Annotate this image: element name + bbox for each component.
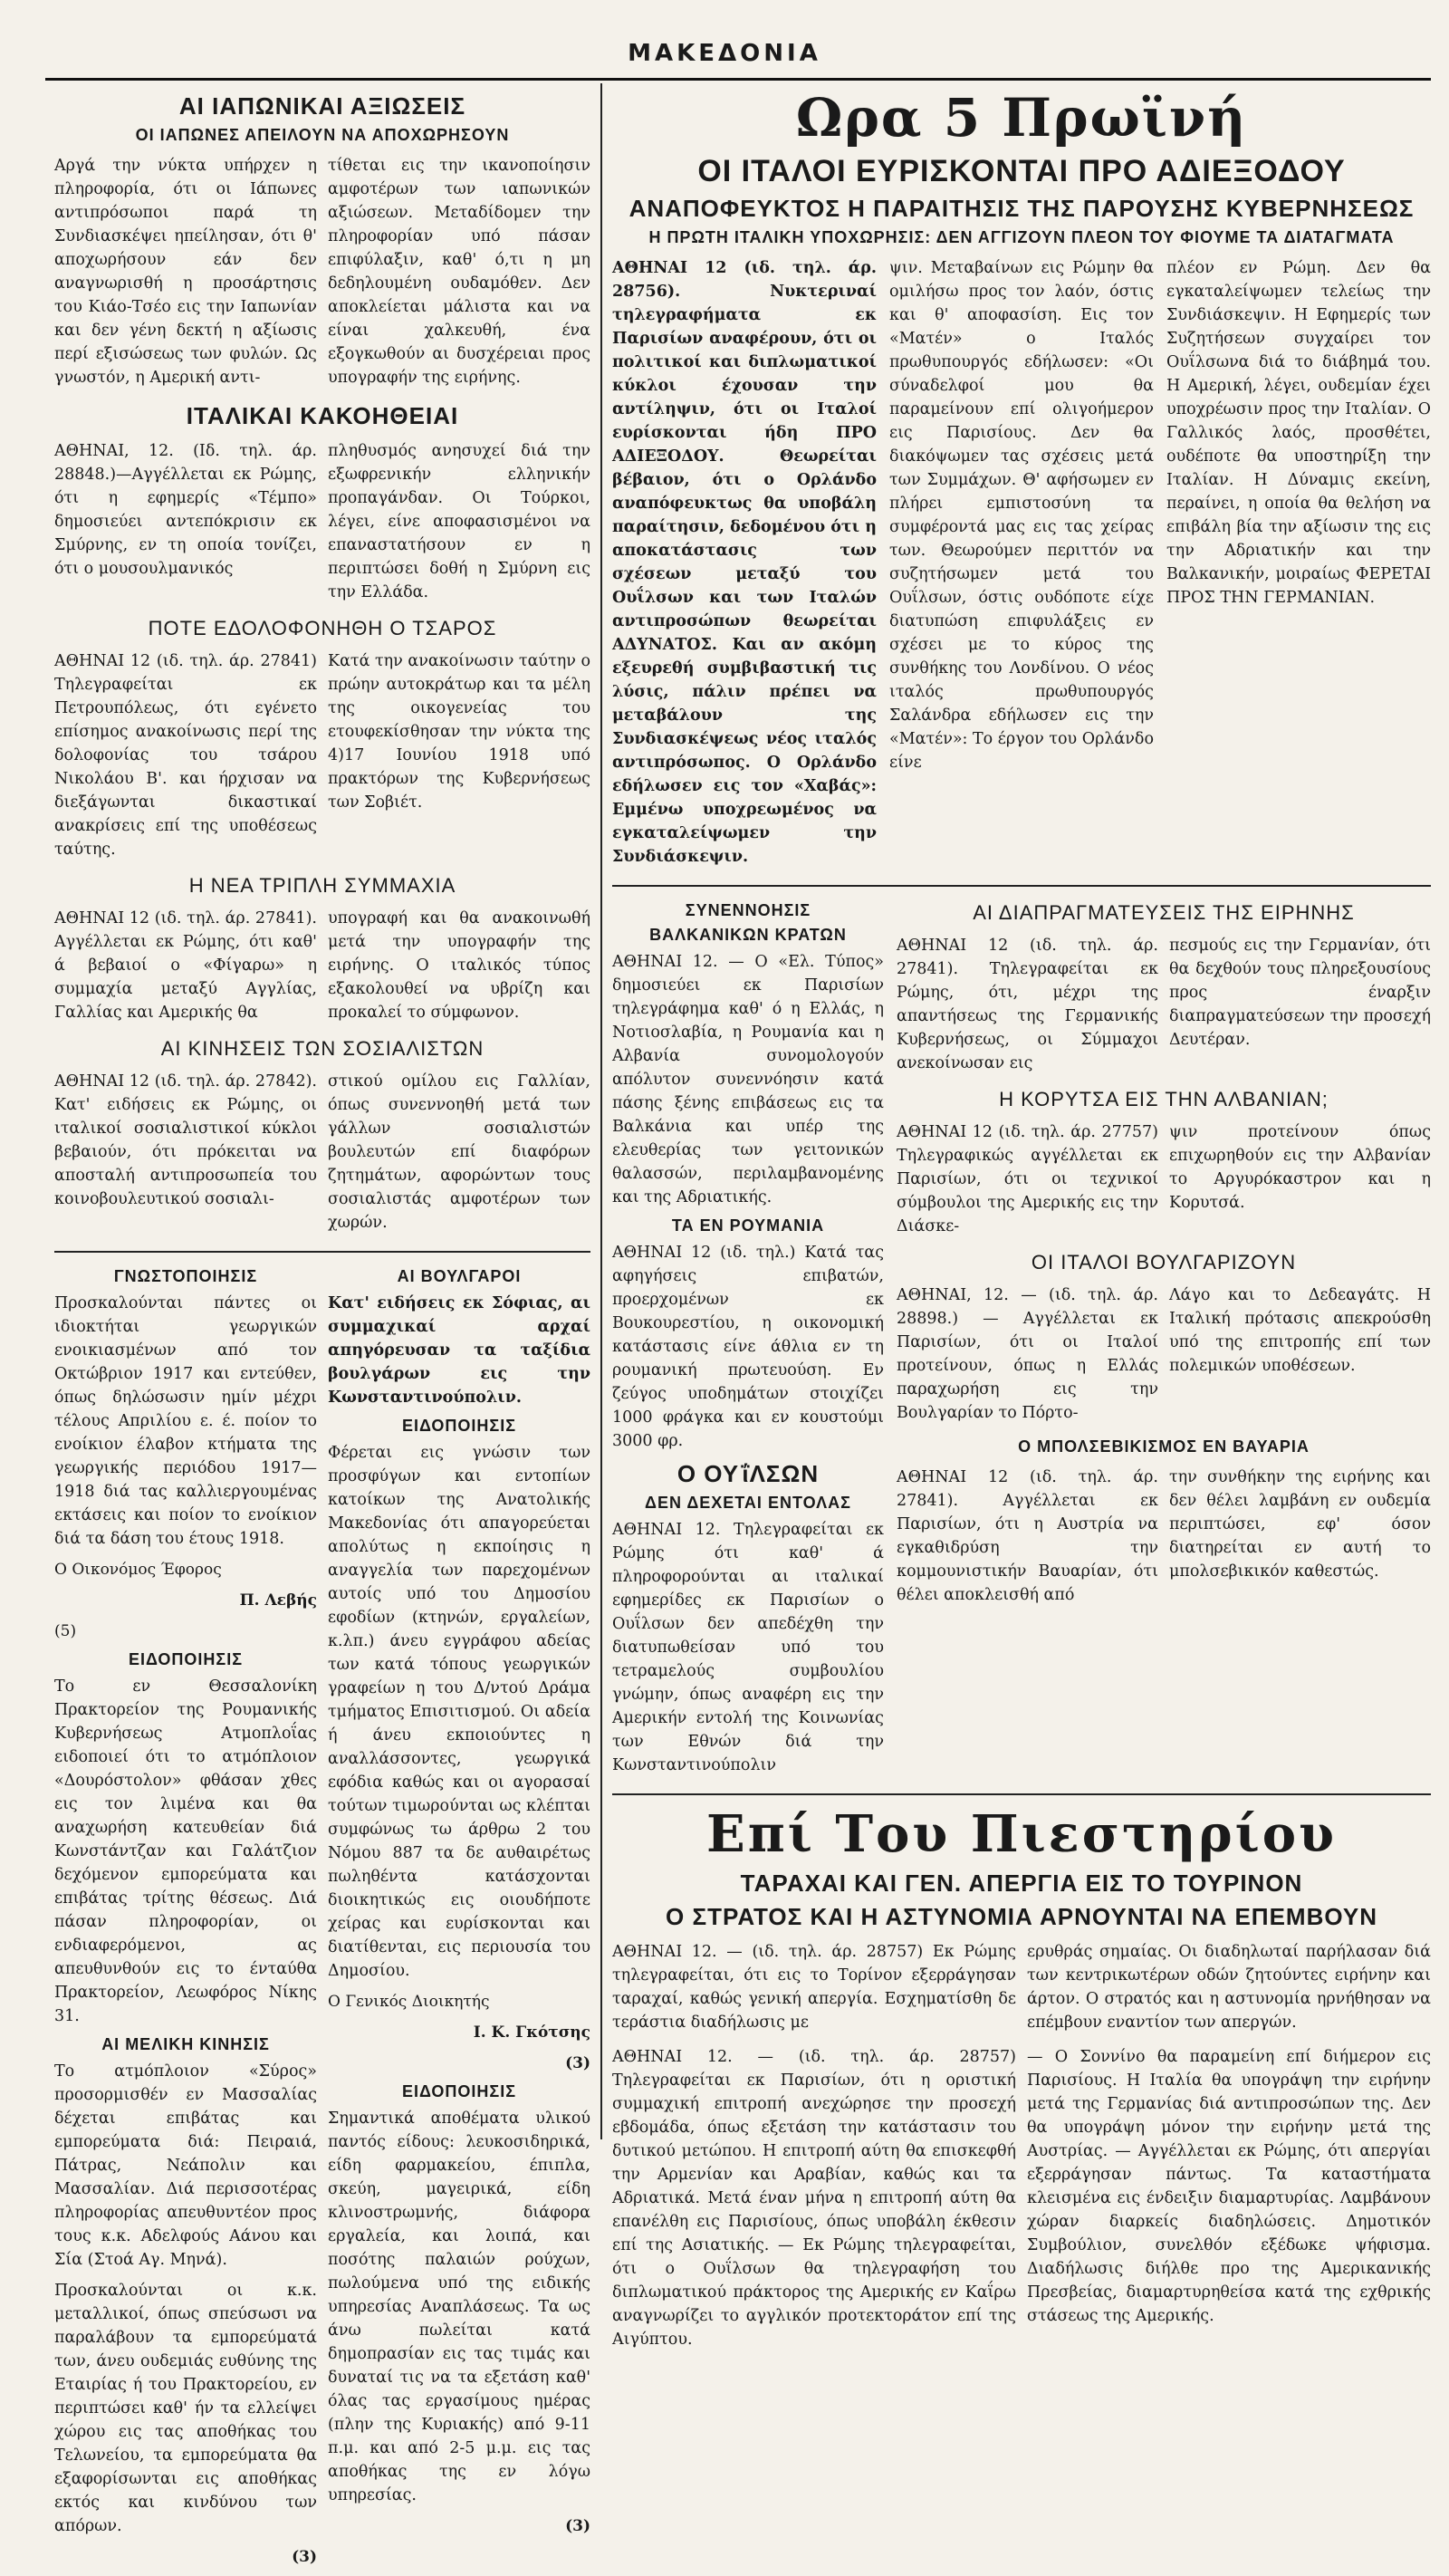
notice-refugees-signer: Ι. Κ. Γκότσης	[473, 2023, 590, 2042]
headline-balkan-understanding: ΣΥΝΕΝΝΟΗΣΙΣ	[685, 901, 811, 919]
lower-news-right-column	[897, 896, 1431, 1784]
banner-on-the-press: Επί Του Πιεστηρίου	[706, 1804, 1337, 1864]
column-divider	[600, 83, 602, 2139]
article-peace-col2: πεσμούς εις την Γερμανίαν, ότι θα δεχθούν τους πληρεξουσίους προς έναρξιν διαπραγματεύσεων την προσεχή Δευτέραν.	[1169, 937, 1431, 1049]
main-deck: Η ΠΡΩΤΗ ΙΤΑΛΙΚΗ ΥΠΟΧΩΡΗΣΙΣ: ΔΕΝ ΑΓΓΙΖΟΥΝ ΠΛΕΟΝ ΤΟΥ ΦΙΟΥΜΕ ΤΑ ΔΙΑΤΑΓΜΑΤΑ	[648, 228, 1395, 246]
headline-korytsa: Η ΚΟΡΥΤΣΑ ΕΙΣ ΤΗΝ ΑΛΒΑΝΙΑΝ;	[999, 1088, 1329, 1110]
lower-news	[612, 896, 1431, 1784]
main-subheadline: ΑΝΑΠΟΦΕΥΚΤΟΣ Η ΠΑΡΑΙΤΗΣΙΣ ΤΗΣ ΠΑΡΟΥΣΗΣ ΚΥΒΕΡΝΗΣΕΩΣ	[629, 195, 1415, 222]
article-romania: ΑΘΗΝΑΙ 12 (ιδ. τηλ.) Κατά τας αφηγήσεις επιβατών, προερχομένων εκ Βουκουρεστίου, η οικονομική κατάστασις είνε άθλια εν τη ρουμανική πρωτευούση. Εν ζεύγος υποδημάτων στοιχίζει 1000 φράγκα και εν κουστούμι 3000 φρ.	[612, 1244, 884, 1450]
notices-right-column	[328, 1262, 590, 2576]
left-half	[54, 87, 590, 2566]
headline-bavaria: Ο ΜΠΟΛΣΕΒΙΚΙΣΜΟΣ ΕΝ ΒΑΥΑΡΙΑ	[1018, 1437, 1310, 1456]
article-korytsa-col2: ψιν προτείνουν όπως επιχωρηθούν εις την Αλβανίαν το Αργυρόκαστρον και η Κορυτσά.	[1169, 1123, 1431, 1212]
article-triple-alliance-col2: υπογραφή και θα ανακοινωθή μετά την υπογραφήν της ειρήνης. Ο ιταλικός τύπος εξακολουθεί να υβρίζη και προκαλεί το σύμφωνον.	[328, 909, 590, 1022]
notice-shipping-text: Το εν Θεσσαλονίκη Πρακτορείον της Ρουμανικής Κυβερνήσεως Ατμοπλοΐας ειδοποιεί ότι το ατμόπλοιον «Δουρόστολον» φθάσαν χθες εις τον λιμένα και θα αναχωρήση κατευθείαν διά Κωνστάντζαν και Γαλάτζιον δεχόμενον εμπορεύματα και επιβάτας τρίτης θέσεως. Διά πάσαν πληροφορίαν, οι ενδιαφερόμενοι, ας απευθυνθούν εις το ένταύθα Πρακτορείον, Λεωφόρος Νίκης 31.	[54, 1677, 317, 2025]
article-bavaria	[897, 1462, 1431, 1614]
article-triple-alliance	[54, 903, 590, 1032]
article-italian-malice	[54, 436, 590, 611]
notice-materials-text: Σημαντικά αποθέματα υλικού παντός είδους: λευκοσιδηρικά, είδη φαρμακείου, έπιπλα, σκεύη, μαγειρικά, είδη κλινοστρωμνής, διάφορα εργαλεία, και λοιπά, και ποσότης παλαιών ρούχων, πωλούμενα υπό της ειδικής υπηρεσίας Αναπλάσεως. Τα ως άνω πωλείται κατά δημοπρασίαν εις τας τιμάς και δυναταί τις να τα εξετάση καθ' όλας τας εργασίμους ημέρας (πλην της Κυριακής) από 9-11 π.μ. και από 2-5 μ.μ. εις τας αποθήκας της εν λόγω υπηρεσίας.	[328, 2110, 590, 2504]
article-bavaria-col1: ΑΘΗΝΑΙ 12 (ιδ. τηλ. άρ. 27841). Αγγέλλεται εκ Παρισίων, ότι η Αυστρία να εγκαθιδρύση την κομμουνιστικήν Βαυαρίαν, ότι θέλει αποκλεισθή από	[897, 1468, 1158, 1604]
article-japanese	[54, 150, 590, 397]
notice-title-shipping: ΕΙΔΟΠΟΙΗΣΙΣ	[128, 1650, 244, 1668]
article-wilson: ΑΘΗΝΑΙ 12. Τηλεγραφείται εκ Ρώμης ότι καθ' ά πληροφορούνται αι ιταλικαί εφημερίδες εκ Παρισίων ο Ουΐλσων δεν απεδέχθη την διατυπωθείσαν υπό του τετραμελούς συμβουλίου γνώμην, όπως αναφέρη εις την Αμερικήν εντολή της Κοινωνίας των Εθνών διά την Κωνσταντινούπολιν	[612, 1521, 884, 1774]
notice-title-refugees: ΕΙΔΟΠΟΙΗΣΙΣ	[401, 1417, 517, 1435]
main-headline: ΟΙ ΙΤΑΛΟΙ ΕΥΡΙΣΚΟΝΤΑΙ ΠΡΟ ΑΔΙΕΞΟΔΟΥ	[697, 154, 1346, 188]
main-article-col3: πλέον εν Ρώμη. Δεν θα εγκαταλείψωμεν τελείως την Συνδιάσκεψιν. Η Εφημερίς των Συζητήσεων συγχαίρει τον Ουΐλσωνα διά το διάβημά του. Η Αμερική, λέγει, ουδεμίαν έχει υποχρέωσιν προς την Ιταλίαν. Ο Γαλλικός λαός, προσθέτει, ουδέποτε θα υποστηρίξη την Ιταλίαν. Η Δύναμις εκείνη, περαίνει, η οποία θα θελήση να επιβάλη βία την αξίωσιν της εις την Αδριατικήν και την Βαλκανικήν, μοιραίως ΦΕΡΕΤΑΙ ΠΡΟΣ ΤΗΝ ΓΕΡΜΑΝΙΑΝ.	[1166, 259, 1431, 607]
article-socialists-col2: στικού ομίλου εις Γαλλίαν, όπως συνεννοηθή μετά των γάλλων σοσιαλιστών βουλευτών επί διαφόρων ζητημάτων, αφορώντων τους σοσιαλιστάς αμφοτέρων των χωρών.	[328, 1072, 590, 1232]
article-italians-bulgarize-col1: ΑΘΗΝΑΙ, 12. — (ιδ. τηλ. άρ. 28898.) — Αγγέλλεται εκ Παρισίων, ότι οι Ιταλοί προτείνουν, όπως η Ελλάς παραχωρήση εις την Βουλγαρίαν το Πόρτο-	[897, 1286, 1158, 1422]
notice-title-announcement: ΓΝΩΣΤΟΠΟΙΗΣΙΣ	[113, 1267, 258, 1285]
headline-wilson: Ο ΟΥΐΛΣΩΝ	[677, 1460, 820, 1487]
headline-italian-malice: ΙΤΑΛΙΚΑΙ ΚΑΚΟΗΘΕΙΑΙ	[186, 402, 459, 429]
notice-title-bulgarians: ΑΙ ΒΟΥΛΓΑΡΟΙ	[397, 1267, 522, 1285]
article-japanese-col1: Αργά την νύκτα υπήρχεν η πληροφορία, ότι οι Ιάπωνες αντιπρόσωποι παρά τη Συνδιασκέψει ηπείλησαν, ότι θ' αποχωρήσουν εάν δεν αναγνωρισθή η προσάρτησις του Κιάο-Τσέο εις την Ιαπωνίαν και δεν γένη δεκτή η αξίωσις περί εξισώσεως των φυλών. Ως γνωστόν, η Αμερική αντι-	[54, 157, 317, 387]
section-divider	[612, 1793, 1431, 1795]
article-socialists	[54, 1066, 590, 1242]
headline-romania: ΤΑ ΕΝ ΡΟΥΜΑΝΙΑ	[671, 1216, 825, 1235]
notice-refugees-text: Φέρεται εις γνώσιν των προσφύγων και εντοπίων κατοίκων της Ανατολικής Μακεδονίας ότι απαγορεύεται απολύτως η εκποίησις η αναγγελία των παρεχομένων αυτοίς υπό του Δημοσίου εφοδίων (κτηνών, εργαλείων, κ.λπ.) άνευ εγγράφου αδείας των κατά τόπους γεωργικών γραφείων η του Δ/ντού Δράμα τμήματος Επισιτισμού. Οι αδεία ή άνευ εκποιούντες η αναλλάσσοντες, γεωργικά εφόδια καθώς και οι αγορασαί τούτων τιμωρούνται ως κλέπται συμφώνως τω άρθρω 2 του Νόμου 887 τα δε αυθαιρέτως πωληθέντα κατάσχονται διοικητικώς εις οιουδήποτε χείρας και ευρίσκονται και διατίθενται, εις περιουσία του Δημοσίου.	[328, 1444, 590, 1980]
headline-tsar: ΠΟΤΕ ΕΔΟΛΟΦΟΝΗΘΗ Ο ΤΣΑΡΟΣ	[148, 617, 497, 639]
notices-left-column	[54, 1262, 317, 2576]
main-article	[612, 253, 1431, 876]
article-korytsa-col1: ΑΘΗΝΑΙ 12 (ιδ. τηλ. άρ. 27757) Τηλεγραφικώς αγγέλλεται εκ Παρισίων, ότι οι τεχνικοί σύμβουλοι της Αμερικής εις την Διάσκε-	[897, 1123, 1158, 1235]
headline-japanese-demands: ΑΙ ΙΑΠΩΝΙΚΑΙ ΑΞΙΩΣΕΙΣ	[178, 92, 466, 120]
article-italians-bulgarize-col2: Λάγο και το Δεδεαγάτς. Η Ιταλική πρότασις απεκρούσθη υπό της επιτροπής επί των πολεμικών υποθέσεων.	[1169, 1286, 1431, 1375]
article-press-late-col2: — Ο Σοννίνο θα παραμείνη επί διήμερον εις Παρισίους. Η Ιταλία θα υπογράψη την ειρήνην μετά της Γερμανίας διά αντιπροσώπων της. Δεν θα υπογράψη μόνον την ειρήνην μετά της Αυστρίας. — Αγγέλλεται εκ Ρώμης, ότι απεργίαι εξερράγησαν πάντως. Τα καταστήματα κλεισμένα εις ένδειξιν διαμαρτυρίας. Λαμβάνουν χώραν διαρκείς διαδηλώσεις. Δημοτικόν Συμβούλιον, συνελθόν εξέδωκε ψήφισμα. Διαδήλωσις διήλθε προ της Αμερικανικής Πρεσβείας, διαμαρτυρηθείσα κατά της εχθρικής στάσεως της Αμερικής.	[1027, 2048, 1431, 2325]
notice-announcement-number: (5)	[54, 1622, 77, 1640]
notice-announcement-text: Προσκαλούνται πάντες οι ιδιοκτήται γεωργικών ενοικιασμένων από τον Οκτώβριον 1917 και εντεύθεν, όπως δηλώσωσιν ημίν μέχρι τέλους Απριλίου ε. έ. ποίον το ενοίκιον έλαβον κτήματα της γεωργικής περιόδου 1917—1918 διά τας καλλιεργουμένας εκτάσεις και ποίον το ενοίκιον διά τα δάση του έτους 1918.	[54, 1294, 317, 1548]
notice-title-shipping-movement: ΑΙ ΜΕΛΙΚΗ ΚΙΝΗΣΙΣ	[101, 2035, 270, 2053]
article-balkan-understanding: ΑΘΗΝΑΙ 12. — Ο «Ελ. Τύπος» δημοσιεύει εκ Παρισίων τηλεγράφημα καθ' ό η Ελλάς, η Νοτιοσλαβία, η Ρουμανία και η Αλβανία συνομολογούν απόλυτον συνεννόησιν κατά πάσης ξένης επιβάσεως εις τα Βαλκάνια και υπέρ της ελευθερίας των γειτονικών θαλασσών, περιλαμβανομένης και της Αδριατικής.	[612, 953, 884, 1206]
notice-bulgarians-text: Κατ' ειδήσεις εκ Σόφιας, αι συμμαχικαί αρχαί απηγόρευσαν τα ταξίδια βουλγάρων εις την Κωνσταντινούπολιν.	[328, 1294, 590, 1407]
article-italian-malice-col1: ΑΘΗΝΑΙ, 12. (Ιδ. τηλ. άρ. 28848.)—Αγγέλλεται εκ Ρώμης, ότι η εφημερίς «Τέμπο» δημοσιεύει αντεπόκρισιν εκ Σμύρνης, εν τη οποία τονίζει, ότι ο μουσουλμανικός	[54, 442, 317, 578]
article-tsar-col1: ΑΘΗΝΑΙ 12 (ιδ. τηλ. άρ. 27841) Τηλεγραφείται εκ Πετρουπόλεως, ότι εγένετο επίσημος ανακοίνωσις περί της δολοφονίας του τσάρου Νικολάου Β'. και ήρχισαν να διεξάγωνται δικαστικαί ανακρίσεις επί της υποθέσεως ταύτης.	[54, 652, 317, 859]
top-rule	[45, 78, 1431, 81]
article-tsar-col2: Κατά την ανακοίνωσιν ταύτην ο πρώην αυτοκράτωρ και τα μέλη της οικογενείας του ετουφεκίσθησαν την νύκτα της 4)17 Ιουνίου 1918 υπό πρακτόρων της Κυβερνήσεως των Σοβιέτ.	[328, 652, 590, 812]
notice-title-materials: ΕΙΔΟΠΟΙΗΣΙΣ	[401, 2082, 517, 2100]
article-press-late	[612, 2042, 1431, 2359]
article-japanese-col2: τίθεται εις την ικανοποίησιν αμφοτέρων των ιαπωνικών αξιώσεων. Μεταδίδομεν την πληροφορίαν υπό πάσαν επιφύλαξιν, καθ' ό,τι η μη δεδηλουμένη ουδαμόθεν. Δεν αποκλείεται μάλιστα και να είναι χαλκευθή, ένα εξογκωθούν αι δυσχέρειαι προς υπογραφήν της ειρήνης.	[328, 157, 590, 387]
right-half	[612, 87, 1431, 2349]
banner-5am: Ωρα 5 Πρωϊνή	[795, 87, 1248, 149]
headline-army-refuses: Ο ΣΤΡΑΤΟΣ ΚΑΙ Η ΑΣΤΥΝΟΜΙΑ ΑΡΝΟΥΝΤΑΙ ΝΑ ΕΠΕΜΒΟΥΝ	[666, 1903, 1377, 1930]
section-divider	[612, 885, 1431, 887]
article-italians-bulgarize	[897, 1280, 1431, 1432]
article-korytsa	[897, 1117, 1431, 1245]
headline-turin-unrest: ΤΑΡΑΧΑΙ ΚΑΙ ΓΕΝ. ΑΠΕΡΓΙΑ ΕΙΣ ΤΟ ΤΟΥΡΙΝΟΝ	[740, 1870, 1303, 1897]
notice-shipping-movement-number: (3)	[292, 2548, 317, 2566]
subheadline-japanese: ΟΙ ΙΑΠΩΝΕΣ ΑΠΕΙΛΟΥΝ ΝΑ ΑΠΟΧΩΡΗΣΟΥΝ	[135, 126, 510, 144]
notice-announcement-signer-role: Ο Οικονόμος Έφορος	[54, 1561, 222, 1579]
notice-refugees-signer-role: Ο Γενικός Διοικητής	[328, 1993, 490, 2011]
lower-news-left-column	[612, 896, 884, 1784]
article-italian-malice-col2: πληθυσμός ανησυχεί διά την εξωφρενικήν ελληνικήν προπαγάνδαν. Οι Τούρκοι, λέγει, είνε αποφασισμένοι να επαναστατήσουν εν η περιπτώσει δοθή η Σμύρνη εις την Ελλάδα.	[328, 442, 590, 601]
notice-announcement-signer: Π. Λεβής	[239, 1591, 317, 1610]
headline-triple-alliance: Η ΝΕΑ ΤΡΙΠΛΗ ΣΥΜΜΑΧΙΑ	[188, 874, 456, 897]
headline-italians-bulgarize: ΟΙ ΙΤΑΛΟΙ ΒΟΥΛΓΑΡΙΖΟΥΝ	[1031, 1251, 1297, 1274]
notices-area	[54, 1262, 590, 2576]
article-turin-col2: ερυθράς σημαίας. Οι διαδηλωταί παρήλασαν διά των κεντρικωτέρων οδών ζητούντες ειρήνην και άρτον. Ο στρατός και η αστυνομία ηρνήθησαν να επέμβουν εναντίον των απεργών.	[1027, 1943, 1431, 2032]
article-peace-col1: ΑΘΗΝΑΙ 12 (ιδ. τηλ. άρ. 27841). Τηλεγραφείται εκ Ρώμης, ότι, μέχρι της απαντήσεως της Γερμανικής Κυβερνήσεως, οι Σύμμαχοι ανεκοίνωσαν εις	[897, 937, 1158, 1072]
main-article-col1: ΑΘΗΝΑΙ 12 (ιδ. τηλ. άρ. 28756). Νυκτεριναί τηλεγραφήματα εκ Παρισίων αναφέρουν, ότι οι πολιτικοί και διπλωματικοί κύκλοι έχουσαν την αντίληψιν, ότι οι Ιταλοί ευρίσκονται ήδη ΠΡΟ ΑΔΙΕΞΟΔΟΥ. Θεωρείται βέβαιον, ότι ο Ορλάνδο αναπόφευκτως θα υποβάλη παραίτησιν, δεδομένου ότι η αποκατάστασις των σχέσεων μεταξύ του Ουΐλσων και των Ιταλών αντιπροσώπων θεωρείται ΑΔΥΝΑΤΟΣ. Και αν ακόμη εξευρεθή συμβιβαστική τις λύσις, πάλιν πρέπει να μεταβάλουν της Συνδιασκέψεως νέος ιταλός αντιπρόσωπος. Ο Ορλάνδο εδήλωσεν εις τον «Χαβάς»: Εμμένω υποχρεωμένος να εγκαταλείψωμεν την Συνδιάσκεψιν.	[612, 259, 877, 866]
notice-refugees-number: (3)	[565, 2054, 590, 2072]
notice-materials-number: (3)	[565, 2517, 590, 2535]
article-triple-alliance-col1: ΑΘΗΝΑΙ 12 (ιδ. τηλ. άρ. 27841). Αγγέλλεται εκ Ρώμης, ότι καθ' ά βεβαιοί ο «Φίγαρω» η συμμαχία μεταξύ Αγγλίας, Γαλλίας και Αμερικής θα	[54, 909, 317, 1022]
article-socialists-col1: ΑΘΗΝΑΙ 12 (ιδ. τηλ. άρ. 27842). Κατ' ειδήσεις εκ Ρώμης, οι ιταλικοί σοσιαλιστικοί κύκλοι βεβαιούν, ότι πρόκειται να αποσταλή αντιπροσωπεία του κοινοβουλευτικού σοσιαλι-	[54, 1072, 317, 1208]
headline-peace-negotiations: ΑΙ ΔΙΑΠΡΑΓΜΑΤΕΥΣΕΙΣ ΤΗΣ ΕΙΡΗΝΗΣ	[973, 901, 1355, 924]
article-turin-col1: ΑΘΗΝΑΙ 12. — (ιδ. τηλ. άρ. 28757) Εκ Ρώμης τηλεγραφείται, ότι εις το Τορίνον εξερράγησαν ταραχαί, καθώς γενική απεργία. Εσχηματίσθη δε τεράστια διαδήλωσις με	[612, 1943, 1016, 2032]
headline-wilson-2: ΔΕΝ ΔΕΧΕΤΑΙ ΕΝΤΟΛΑΣ	[645, 1494, 851, 1512]
headline-balkan-understanding-2: ΒΑΛΚΑΝΙΚΩΝ ΚΡΑΤΩΝ	[649, 926, 847, 944]
notice-shipping-movement-text: Το ατμόπλοιον «Σύρος» προσορμισθέν εν Μασσαλίας δέχεται επιβάτας και εμπορεύματα διά: Πειραιά, Πάτρας, Νεάπολιν και Μασσαλίαν. Διά περισσοτέρας πληροφορίας απευθυντέον προς τους κ.κ. Αδελφούς Αάνου και Σία (Στοά Αγ. Μηνά).	[54, 2062, 317, 2269]
masthead: ΜΑΚΕΔΟΝΙΑ	[628, 40, 821, 67]
notice-shipping-movement-text2: Προσκαλούνται οι κ.κ. μεταλλικοί, όπως σπεύσωσι να παραλάβουν τα εμπορεύματά των, άνευ ουδεμιάς ευθύνης της Εταιρίας ή του Πρακτορείου, εν περιπτώσει καθ' ήν τα ελλείψει χώρου εις τας αποθήκας του Τελωνείου, τα εμπορεύματα θα εξαφορίσωνται εις αποθήκας εκτός και κινδύνου των απόρων.	[54, 2282, 317, 2535]
article-press-late-col1: ΑΘΗΝΑΙ 12. — (ιδ. τηλ. άρ. 28757) Τηλεγραφείται εκ Παρισίων, ότι η οριστική συμμαχική επιτροπή ανεχώρησε την προσεχή εβδομάδα, όπως εξετάση την κατάστασιν του δυτικού μετώπου. Η επιτροπή αύτη θα επισκεφθή την Αρμενίαν και Αραβίαν, καθώς και τα Αδριατικά. Μετά έναν μήνα η επιτροπή αύτη θα επανέλθη εις Παρισίους, όπως υποβάλη έκθεσιν επί της Ασιατικής. — Εκ Ρώμης τηλεγραφείται, ότι ο Ουΐλσων θα τηλεγραφήση του διπλωματικού πράκτορος της Αμερικής εν Καΐρω αναγνωρίζει το αγγλικόν προτεκτοράτον επί της Αιγύπτου.	[612, 2048, 1016, 2349]
headline-socialists: ΑΙ ΚΙΝΗΣΕΙΣ ΤΩΝ ΣΟΣΙΑΛΙΣΤΩΝ	[160, 1037, 485, 1060]
section-divider	[54, 1251, 590, 1253]
article-turin	[612, 1937, 1431, 2042]
article-tsar	[54, 646, 590, 869]
article-bavaria-col2: την συνθήκην της ειρήνης και δεν θέλει λαμβάνη εν ουδεμία περιπτώσει, εφ' όσον διατηρείται εν αυτή το μπολσεβικικόν καθεστώς.	[1169, 1468, 1431, 1581]
main-article-col2: ψιν. Μεταβαίνων εις Ρώμην θα ομιλήσω προς τον λαόν, όστις και θ' αποφασίση. Εις τον «Ματέν» ο Ιταλός πρωθυπουργός εδήλωσεν: «Οι σύναδελφοί μου θα παραμείνουν επί ολιγοήμερον εις Παρισίους. Δεν θα διακόψωμεν τας σχέσεις μετά των Συμμάχων. Θ' αφήσωμεν εν πλήρει εμπιστοσύνη τα συμφέροντά μας εις τας χείρας των. Θεωρούμεν περιττόν να συζητήσωμεν μετά του Ουΐλσων, όστις ουδόποτε είχε διατυπώση επιφυλάξεις εν σχέσει με το κύρος της συνθήκης του Λονδίνου. Ο νέος ιταλός πρωθυπουργός Σαλάνδρα εδήλωσεν εις την «Ματέν»: Το έργον του Ορλάνδο είνε	[889, 259, 1154, 772]
article-peace	[897, 930, 1431, 1082]
